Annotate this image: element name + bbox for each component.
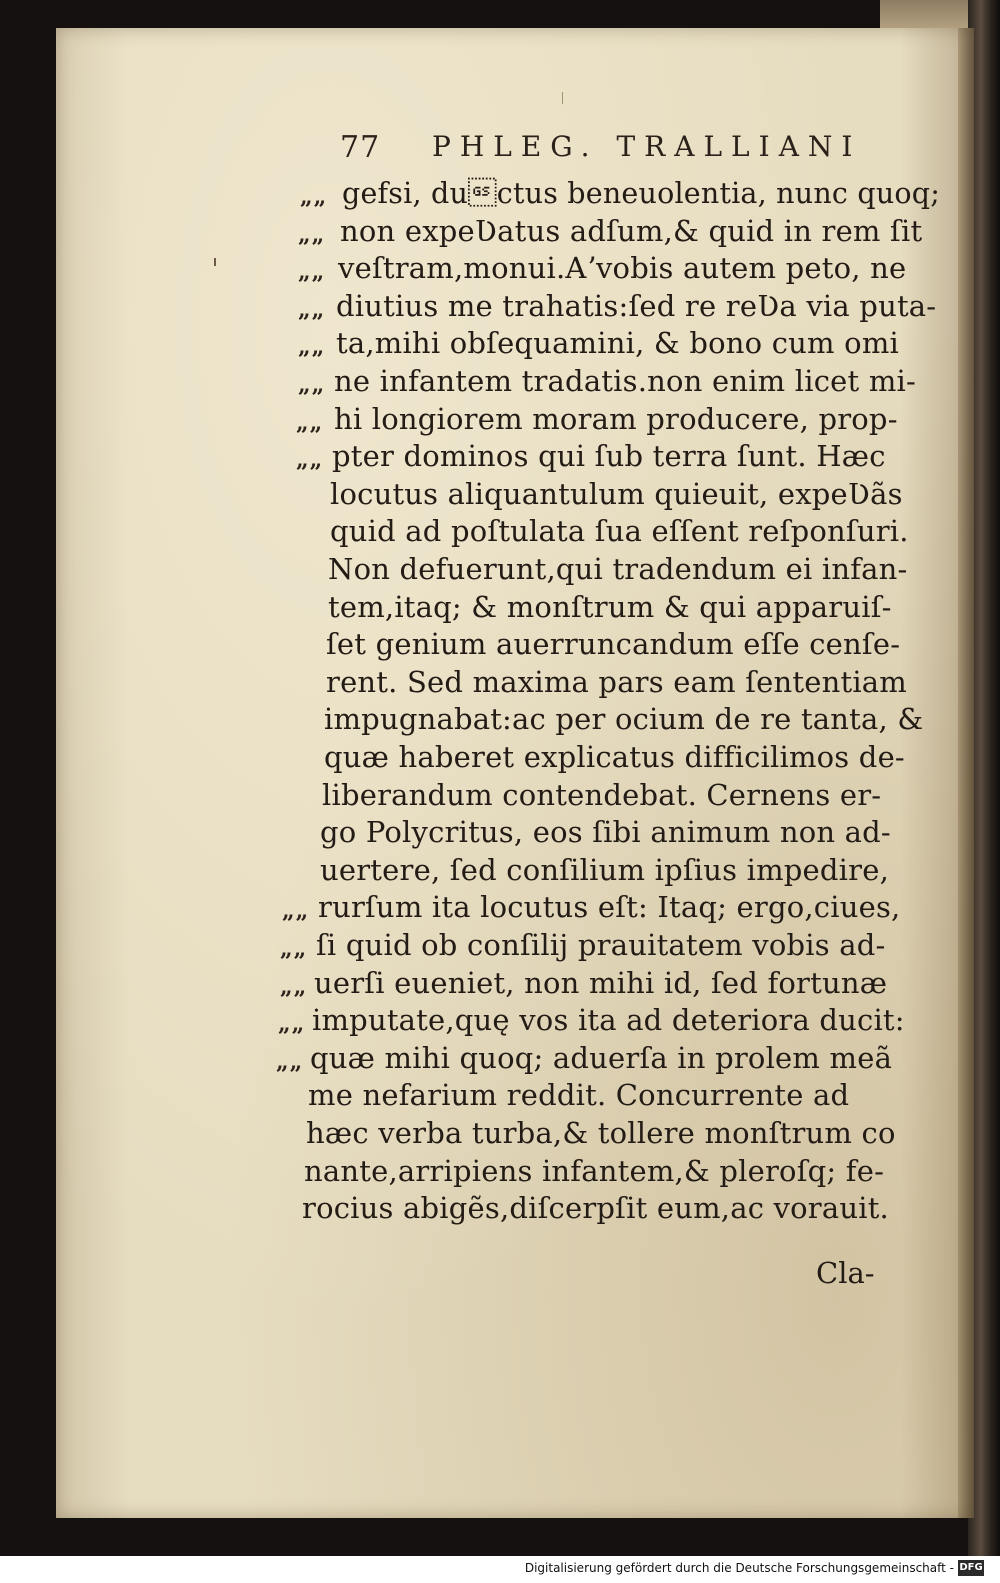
quotation-marker: „„ [276, 1048, 304, 1075]
quotation-marker: „„ [282, 898, 310, 925]
catchword: Cla- [816, 1256, 875, 1290]
quotation-marker: „„ [298, 296, 326, 323]
quotation-marker: „„ [296, 409, 324, 436]
quotation-marker: „„ [296, 447, 324, 474]
text-line: ta,mihi obſequamini, & bono cum omi [336, 326, 899, 361]
quotation-marker: „„ [298, 334, 326, 361]
text-line: liberandum contendebat. Cernens er- [322, 777, 882, 812]
text-line: pter dominos qui ſub terra ſunt. Hæc [332, 439, 886, 474]
text-line: impugnabat:ac per ocium de re tanta, & [324, 702, 924, 737]
running-title: PHLEG. TRALLIANI [432, 130, 862, 163]
text-line: hæc verba turba,& tollere monſtrum co [306, 1116, 896, 1150]
text-line: ſet genium auerruncandum eſſe cenſe- [326, 627, 901, 662]
text-line: nante,arripiens infantem,& pleroſq; fe- [304, 1153, 885, 1188]
text-line: tem,itaq; & monſtrum & qui apparuiſ- [328, 589, 892, 624]
text-line: quæ mihi quoq; aduerſa in prolem meã [310, 1040, 893, 1075]
quotation-marker: „„ [298, 259, 326, 286]
quotation-marker: „„ [280, 973, 308, 1000]
text-line: veſtram,monui.Aʼvobis autem peto, ne [338, 251, 907, 286]
quotation-marker: „„ [278, 1011, 306, 1038]
text-line: ſi quid ob conſilij prauitatem vobis ad- [316, 928, 886, 962]
page-gutter-shadow [958, 28, 974, 1518]
text-line: Non defuerunt,qui tradendum ei infan- [328, 552, 908, 586]
text-line: uerſi eueniet, non mihi id, ſed fortunæ [314, 965, 888, 1000]
text-line: imputate,quę vos ita ad deteriora ducit: [312, 1003, 905, 1038]
ink-speck [562, 92, 563, 104]
text-line: rurſum ita locutus eſt: Itaq; ergo,ciues, [318, 890, 901, 925]
text-line: quæ haberet explicatus difficilimos de- [324, 740, 905, 774]
text-line: diutius me trahatis:ſed re reƲa via puta- [336, 288, 937, 323]
ink-speck [214, 258, 216, 266]
quotation-marker: „„ [298, 221, 326, 248]
page-number: 77 [340, 130, 381, 165]
text-line: ne infantem tradatis.non enim licet mi- [334, 364, 916, 398]
text-line: quid ad poſtulata ſua eſſent reſponſuri. [330, 514, 909, 549]
text-line: gefsi, du ctus beneuolentia, nunc quoq; [342, 176, 941, 210]
text-line: rent. Sed maxima pars eam ſententiam [326, 664, 907, 699]
text-line: uertere, ſed conſilium ipſius impedire, [320, 852, 889, 887]
text-line: non expeƲatus adſum,& quid in rem ſit [340, 213, 923, 248]
text-line: me nefarium reddit. Concurrente ad [308, 1078, 850, 1113]
digitization-credit: Digitalisierung gefördert durch die Deutsche Forschungsgemeinschaft - [524, 1561, 954, 1575]
quotation-marker: „„ [298, 372, 326, 398]
text-line: go Polycritus, eos ſibi animum non ad- [320, 815, 891, 850]
text-line: locutus aliquantulum quieuit, expeƲãs [330, 476, 903, 511]
text-line: hi longiorem moram producere, prop- [334, 401, 898, 436]
text-line: rocius abigẽs,diſcerpſit eum,ac vorauit. [302, 1191, 889, 1226]
quotation-marker: „„ [280, 936, 308, 962]
dfg-logo: DFG [958, 1560, 984, 1576]
quotation-marker: „„ [300, 184, 328, 210]
